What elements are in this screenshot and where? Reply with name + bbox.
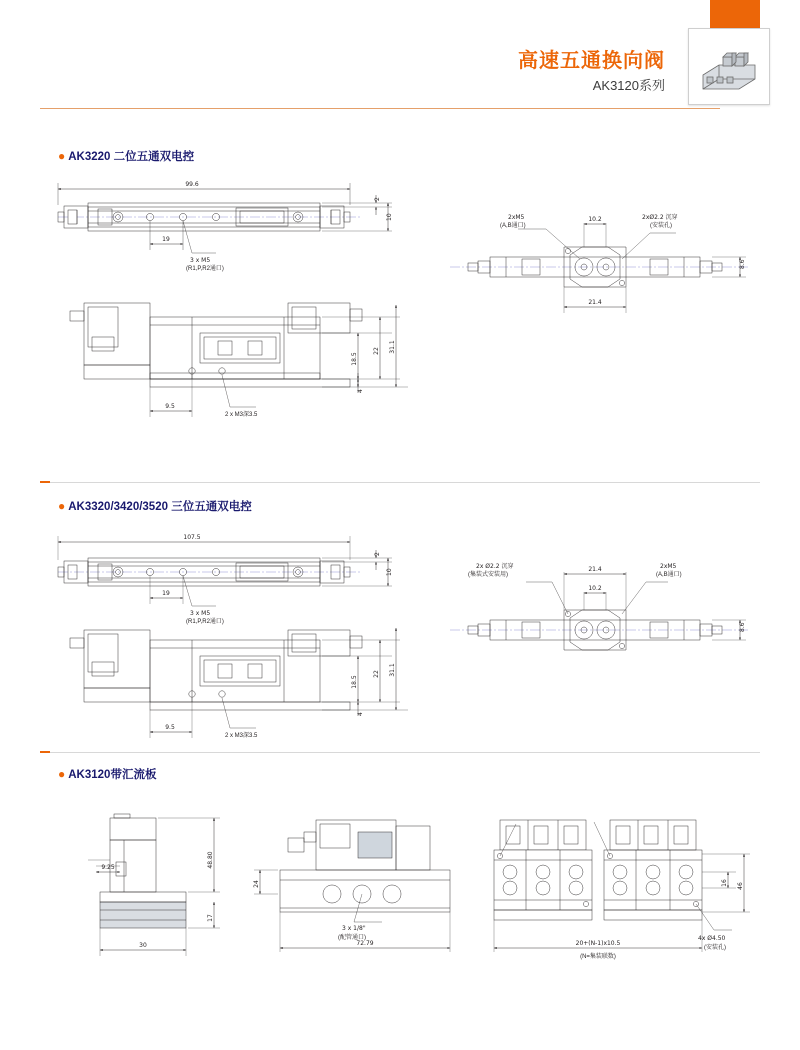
svg-text:21.4: 21.4	[588, 299, 602, 306]
svg-text:16: 16	[721, 879, 728, 887]
svg-text:9.5: 9.5	[165, 724, 175, 731]
svg-text:17: 17	[207, 914, 214, 922]
svg-text:2xØ2.2 沉穿: 2xØ2.2 沉穿	[642, 214, 678, 221]
valve-thumbnail-icon	[688, 28, 770, 105]
section-tick-2	[40, 751, 50, 753]
section-bullet-icon: ●	[58, 499, 66, 513]
section-divider-1	[40, 482, 760, 483]
drawing-ak3220	[40, 165, 760, 475]
section-title-ak3320: ● AK3320/3420/3520 三位五通双电控	[58, 499, 252, 513]
svg-text:10: 10	[386, 568, 393, 576]
svg-text:(R1,P,R2通口): (R1,P,R2通口)	[186, 266, 224, 272]
svg-text:46: 46	[737, 882, 744, 890]
svg-text:18.5: 18.5	[351, 675, 358, 689]
page-header	[0, 0, 800, 118]
svg-text:8.6: 8.6	[739, 259, 746, 269]
svg-text:9.5: 9.5	[165, 403, 175, 410]
svg-text:10.2: 10.2	[588, 216, 602, 223]
svg-text:19: 19	[162, 590, 170, 597]
svg-text:19: 19	[162, 236, 170, 243]
svg-text:10: 10	[386, 213, 393, 221]
section-bullet-icon: ●	[58, 149, 66, 163]
svg-text:3 x M5: 3 x M5	[190, 257, 211, 264]
svg-text:(安装孔): (安装孔)	[704, 945, 726, 951]
svg-text:8.6: 8.6	[739, 622, 746, 632]
svg-text:9.25: 9.25	[101, 864, 115, 871]
section-title-ak3220: ● AK3220 二位五通双电控	[58, 149, 195, 163]
svg-text:2: 2	[374, 197, 381, 201]
svg-text:48.80: 48.80	[207, 851, 214, 869]
svg-text:(R1,P,R2通口): (R1,P,R2通口)	[186, 619, 224, 625]
section-bullet-icon: ●	[58, 767, 66, 781]
svg-text:10.2: 10.2	[588, 585, 602, 592]
svg-text:18.5: 18.5	[351, 352, 358, 366]
svg-text:99.6: 99.6	[185, 181, 199, 188]
drawing-ak3320	[40, 518, 760, 748]
svg-text:(A,B通口): (A,B通口)	[656, 572, 682, 578]
svg-text:30: 30	[139, 942, 147, 949]
svg-text:4: 4	[357, 712, 364, 716]
svg-text:2x Ø2.2 沉穿: 2x Ø2.2 沉穿	[476, 563, 514, 570]
svg-text:2xM5: 2xM5	[508, 214, 525, 221]
page-title: 高速五通换向阀	[518, 50, 665, 72]
svg-text:2: 2	[374, 552, 381, 556]
page-subtitle: AK3120系列	[592, 78, 665, 93]
svg-text:3 x M5: 3 x M5	[190, 610, 211, 617]
svg-text:72.79: 72.79	[356, 940, 374, 947]
svg-text:2 x M3深3.5: 2 x M3深3.5	[225, 412, 258, 418]
svg-text:2xM5: 2xM5	[660, 563, 677, 570]
svg-text:31.1: 31.1	[389, 340, 396, 354]
svg-text:3 x 1/8": 3 x 1/8"	[342, 925, 366, 932]
header-orange-bar	[710, 0, 760, 30]
header-divider	[40, 108, 720, 109]
svg-text:(集装式安装用): (集装式安装用)	[468, 572, 508, 578]
svg-text:21.4: 21.4	[588, 566, 602, 573]
section-divider-2	[40, 752, 760, 753]
section-title-ak3120: ● AK3120带汇流板	[58, 767, 157, 781]
svg-text:(配管通口): (配管通口)	[338, 935, 366, 941]
svg-text:107.5: 107.5	[183, 534, 201, 541]
svg-text:24: 24	[253, 880, 260, 888]
svg-text:(安装孔): (安装孔)	[650, 223, 672, 229]
svg-text:4x Ø4.50: 4x Ø4.50	[698, 935, 726, 942]
svg-text:22: 22	[373, 347, 380, 355]
svg-text:20+(N-1)x10.5: 20+(N-1)x10.5	[575, 940, 621, 947]
svg-text:(A,B通口): (A,B通口)	[500, 223, 526, 229]
svg-text:(N=集装联数): (N=集装联数)	[580, 954, 616, 960]
svg-text:4: 4	[357, 389, 364, 393]
svg-text:31.1: 31.1	[389, 663, 396, 677]
svg-text:22: 22	[373, 670, 380, 678]
drawing-ak3120	[40, 800, 760, 1020]
section-tick-1	[40, 481, 50, 483]
svg-text:2 x M3深3.5: 2 x M3深3.5	[225, 733, 258, 739]
